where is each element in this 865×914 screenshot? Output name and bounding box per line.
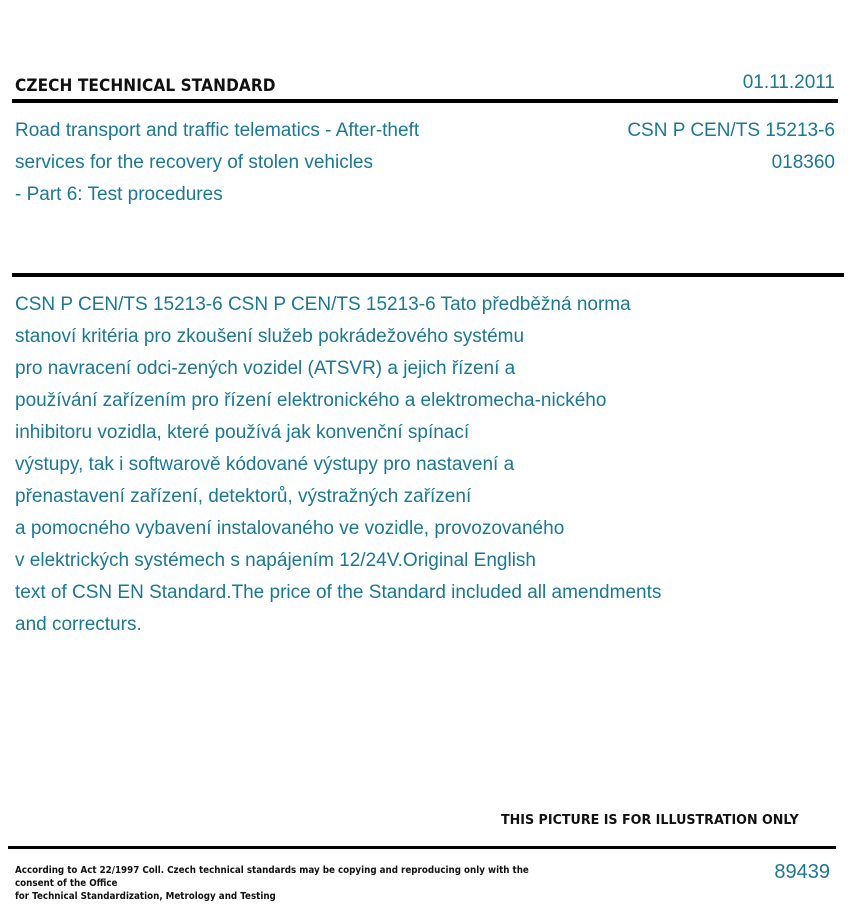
legal-notice-line: According to Act 22/1997 Coll. Czech technical standards may be copying and reproducing only with the consent of the Office [15, 865, 529, 889]
header-divider [12, 99, 838, 103]
footer-divider [8, 846, 836, 849]
standard-title-line: - Part 6: Test procedures [15, 184, 223, 205]
description-line: výstupy, tak i softwarově kódované výstupy pro nastavení a [15, 454, 515, 475]
standard-title-line: services for the recovery of stolen vehicles [15, 152, 373, 173]
catalog-number: 018360 [771, 152, 835, 173]
description-line: inhibitoru vozidla, které používá jak konvenční spínací [15, 422, 470, 443]
standard-identifier [627, 115, 835, 179]
description-line: přenastavení zařízení, detektorů, výstražných zařízení [15, 486, 472, 507]
document-number: 89439 [774, 861, 830, 883]
legal-notice [15, 864, 567, 903]
standard-title [15, 115, 535, 211]
description-line: CSN P CEN/TS 15213-6 CSN P CEN/TS 15213-6 Tato předběžná norma [15, 294, 631, 315]
standard-title-line: Road transport and traffic telematics - After-theft [15, 120, 420, 141]
standard-description [15, 289, 795, 641]
standard-code: CSN P CEN/TS 15213-6 [627, 120, 835, 141]
description-line: pro navracení odci-zených vozidel (ATSVR) a jejich řízení a [15, 358, 516, 379]
illustration-disclaimer: THIS PICTURE IS FOR ILLUSTRATION ONLY [501, 812, 799, 828]
description-line: and correcturs. [15, 614, 142, 635]
description-line: používání zařízením pro řízení elektronického a elektromecha-nického [15, 390, 607, 411]
description-line: stanoví kritéria pro zkoušení služeb pokrádežového systému [15, 326, 525, 347]
description-line: v elektrických systémech s napájením 12/24V.Original English [15, 550, 536, 571]
description-line: a pomocného vybavení instalovaného ve vozidle, provozovaného [15, 518, 565, 539]
section-divider [12, 273, 844, 277]
legal-notice-line: for Technical Standardization, Metrology and Testing [15, 891, 276, 902]
publication-date: 01.11.2011 [742, 72, 835, 93]
description-line: text of CSN EN Standard.The price of the Standard included all amendments [15, 582, 662, 603]
document-header-title: CZECH TECHNICAL STANDARD [15, 76, 276, 95]
